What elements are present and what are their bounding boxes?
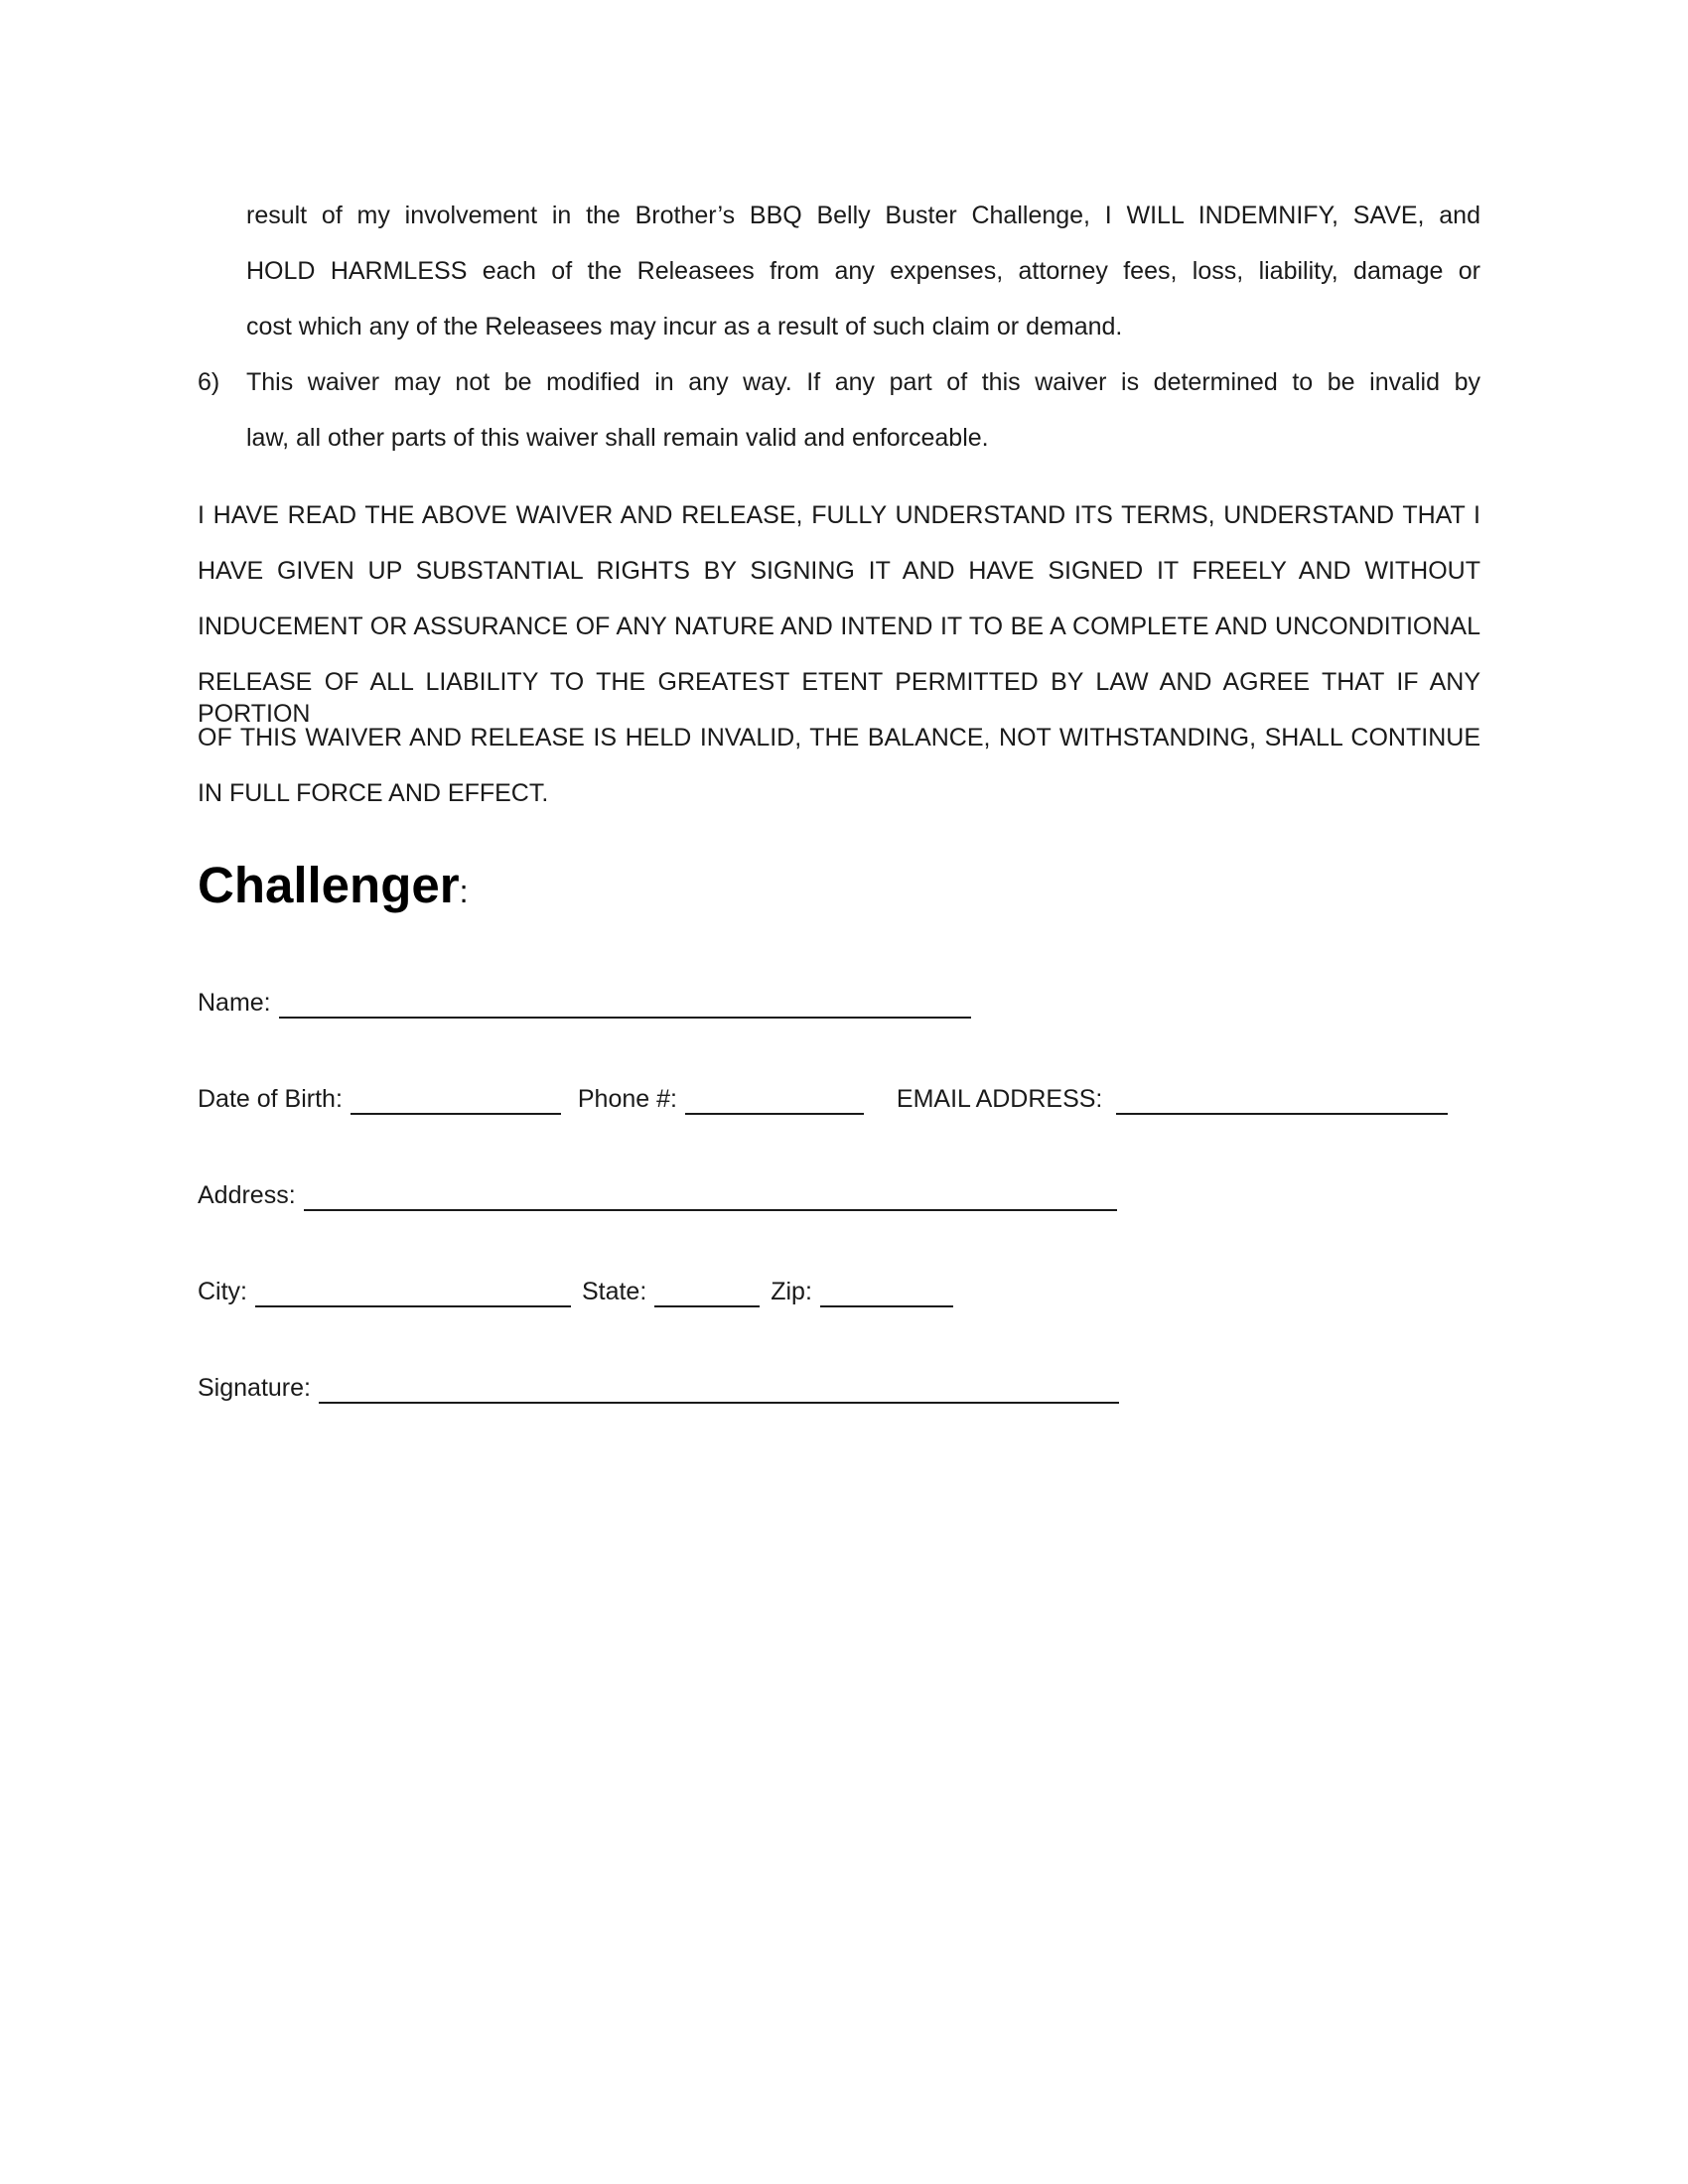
challenger-heading xyxy=(198,856,468,921)
name-field[interactable] xyxy=(279,991,971,1019)
signature-field[interactable] xyxy=(319,1376,1119,1404)
item6-line2: law, all other parts of this waiver shall remain valid and enforceable. xyxy=(246,424,989,452)
email-label: EMAIL ADDRESS: xyxy=(896,1085,1103,1113)
zip-label: Zip: xyxy=(771,1278,812,1305)
paragraph5-line3: cost which any of the Releasees may incur as a result of such claim or demand. xyxy=(246,313,1123,341)
challenger-heading-colon: : xyxy=(459,874,469,909)
name-row xyxy=(198,987,971,1019)
item6-line1: This waiver may not be modified in any way. If any part of this waiver is determined to be invalid by xyxy=(246,368,1480,396)
dob-phone-email-row xyxy=(198,1083,1448,1115)
dob-label: Date of Birth: xyxy=(198,1085,343,1113)
phone-field[interactable] xyxy=(685,1087,864,1115)
name-label: Name: xyxy=(198,989,271,1017)
address-label: Address: xyxy=(198,1181,296,1209)
acknowledgement-line2: HAVE GIVEN UP SUBSTANTIAL RIGHTS BY SIGNING IT AND HAVE SIGNED IT FREELY AND WITHOUT xyxy=(198,557,1480,585)
acknowledgement-line4: RELEASE OF ALL LIABILITY TO THE GREATEST ETENT PERMITTED BY LAW AND AGREE THAT IF ANY PORTION xyxy=(198,668,1480,728)
dob-field[interactable] xyxy=(351,1087,561,1115)
address-row xyxy=(198,1179,1117,1211)
challenger-heading-text: Challenger xyxy=(198,857,460,913)
city-field[interactable] xyxy=(255,1280,571,1307)
acknowledgement-line1: I HAVE READ THE ABOVE WAIVER AND RELEASE, FULLY UNDERSTAND ITS TERMS, UNDERSTAND THAT I xyxy=(198,501,1480,529)
zip-field[interactable] xyxy=(820,1280,953,1307)
signature-label: Signature: xyxy=(198,1374,311,1402)
phone-label: Phone #: xyxy=(577,1085,677,1113)
paragraph5-line1: result of my involvement in the Brother’s BBQ Belly Buster Challenge, I WILL INDEMNIFY, SAVE, and xyxy=(246,202,1480,229)
state-field[interactable] xyxy=(654,1280,760,1307)
paragraph5-line2: HOLD HARMLESS each of the Releasees from any expenses, attorney fees, loss, liability, damage or xyxy=(246,257,1480,285)
acknowledgement-line6: IN FULL FORCE AND EFFECT. xyxy=(198,779,549,807)
item6-number: 6) xyxy=(198,368,220,396)
state-label: State: xyxy=(581,1278,647,1305)
acknowledgement-line5: OF THIS WAIVER AND RELEASE IS HELD INVALID, THE BALANCE, NOT WITHSTANDING, SHALL CONTINUE xyxy=(198,724,1480,751)
email-field[interactable] xyxy=(1116,1087,1448,1115)
address-field[interactable] xyxy=(304,1183,1117,1211)
city-state-zip-row xyxy=(198,1276,953,1307)
acknowledgement-line3: INDUCEMENT OR ASSURANCE OF ANY NATURE AND INTEND IT TO BE A COMPLETE AND UNCONDITIONAL xyxy=(198,613,1480,640)
signature-row xyxy=(198,1372,1119,1404)
city-label: City: xyxy=(198,1278,247,1305)
